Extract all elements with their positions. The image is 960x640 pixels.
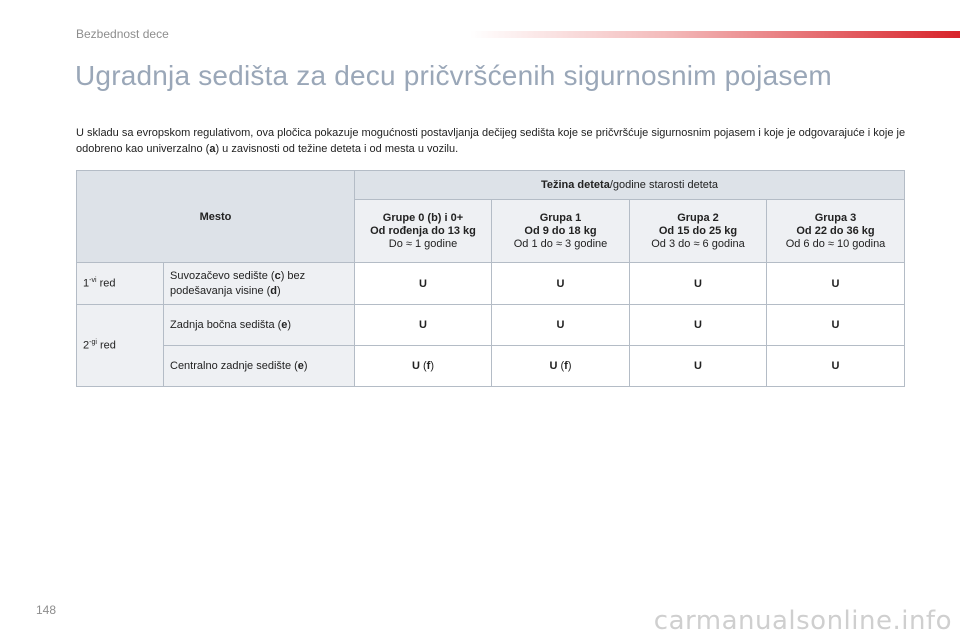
- group-age: Do ≈ 1 godine: [388, 237, 458, 250]
- seat-rear-center: [164, 346, 355, 387]
- cell-value: U: [492, 263, 630, 305]
- seat-text: Suvozačevo sedište (: [170, 269, 275, 282]
- cell-value: U: [355, 305, 492, 346]
- cell-value: [492, 346, 630, 387]
- group-weight: Od 15 do 25 kg: [658, 224, 738, 237]
- seat-text: Zadnja bočna sedišta (: [170, 318, 282, 331]
- watermark: carmanualsonline.info: [653, 606, 952, 636]
- value-note: [420, 360, 434, 372]
- intro-ref-a: a: [209, 143, 216, 155]
- value-note: [557, 360, 571, 372]
- group-name: Grupa 2: [677, 211, 719, 224]
- page-number: 148: [36, 603, 57, 617]
- group-age: Od 1 do ≈ 3 godine: [513, 237, 608, 250]
- group-1: [492, 200, 630, 263]
- intro-paragraph: [76, 125, 906, 157]
- seat-rear-side: [164, 305, 355, 346]
- seat-text: Centralno zadnje sedište (: [170, 359, 298, 372]
- ref-c: c: [274, 269, 281, 282]
- group-weight: Od 22 do 36 kg: [796, 224, 875, 237]
- note-open: (: [557, 360, 565, 372]
- cell-value: U: [767, 305, 905, 346]
- header-accent-bar: [470, 31, 960, 38]
- table-row-first: [77, 263, 905, 305]
- note-close: ): [430, 360, 435, 372]
- cell-value: U: [492, 305, 630, 346]
- cell-value: U: [630, 305, 767, 346]
- group-0: [355, 200, 492, 263]
- group-name: Grupe 0 (b) i 0+: [382, 211, 464, 224]
- header-mesto: Mesto: [77, 171, 355, 263]
- child-seat-table: [76, 170, 905, 387]
- value-letter: U: [411, 360, 420, 372]
- group-3: [767, 200, 905, 263]
- cell-value: U: [767, 346, 905, 387]
- row-label-sup: -vi: [89, 277, 97, 285]
- note-close: ): [567, 360, 572, 372]
- ref-f: f: [564, 360, 568, 372]
- cell-value: U: [630, 263, 767, 305]
- cell-value: U: [767, 263, 905, 305]
- section-label: Bezbednost dece: [76, 27, 169, 41]
- table-header-row: [77, 171, 905, 200]
- row-label-num: 2: [83, 339, 90, 352]
- cell-value: [355, 346, 492, 387]
- note-open: (: [419, 360, 427, 372]
- seat-front-passenger: [164, 263, 355, 305]
- group-weight: Od 9 do 18 kg: [524, 224, 597, 237]
- ref-f: f: [426, 360, 431, 372]
- group-age: Od 6 do ≈ 10 godina: [785, 237, 886, 250]
- seat-text: ) bez podešavanja visine (: [170, 269, 306, 297]
- group-name: Grupa 3: [814, 211, 857, 224]
- row-label-sup: -gi: [89, 339, 97, 347]
- value-letter: U: [549, 360, 558, 372]
- group-name: Grupa 1: [539, 211, 582, 224]
- header-weight: [355, 171, 905, 200]
- group-2: [630, 200, 767, 263]
- intro-text-1: U skladu sa evropskom regulativom, ova pločica pokazuje mogućnosti postavljanja dečijeg sedišta koje se pričvršćuje sigurnosnim pojasem i koje je odgovarajuće i koje je odobreno kao univerzalno (: [76, 127, 906, 155]
- header-weight-bold: Težina deteta: [540, 179, 610, 191]
- seat-text: ): [287, 318, 292, 331]
- table-row-second-side: [77, 305, 905, 346]
- seat-text: ): [277, 284, 281, 297]
- header-weight-rest: /godine starosti deteta: [609, 179, 719, 191]
- cell-value: U: [630, 346, 767, 387]
- row-label-text: red: [96, 339, 116, 352]
- group-weight: Od rođenja do 13 kg: [370, 224, 476, 237]
- intro-text-2: ) u zavisnosti od težine deteta i od mesta u vozilu.: [215, 143, 459, 155]
- row-label-num: 1: [83, 277, 90, 290]
- ref-d: d: [270, 284, 278, 297]
- page-title: Ugradnja sedišta za decu pričvršćenih sigurnosnim pojasem: [75, 60, 832, 91]
- table-row-second-center: [77, 346, 905, 387]
- cell-value: U: [355, 263, 492, 305]
- row-label-text: red: [96, 277, 116, 290]
- seat-text: ): [303, 359, 308, 372]
- row-label-second: [77, 305, 164, 387]
- row-label-first: [77, 263, 164, 305]
- ref-e: e: [297, 359, 304, 372]
- group-age: Od 3 do ≈ 6 godina: [651, 237, 745, 250]
- ref-e: e: [281, 318, 288, 331]
